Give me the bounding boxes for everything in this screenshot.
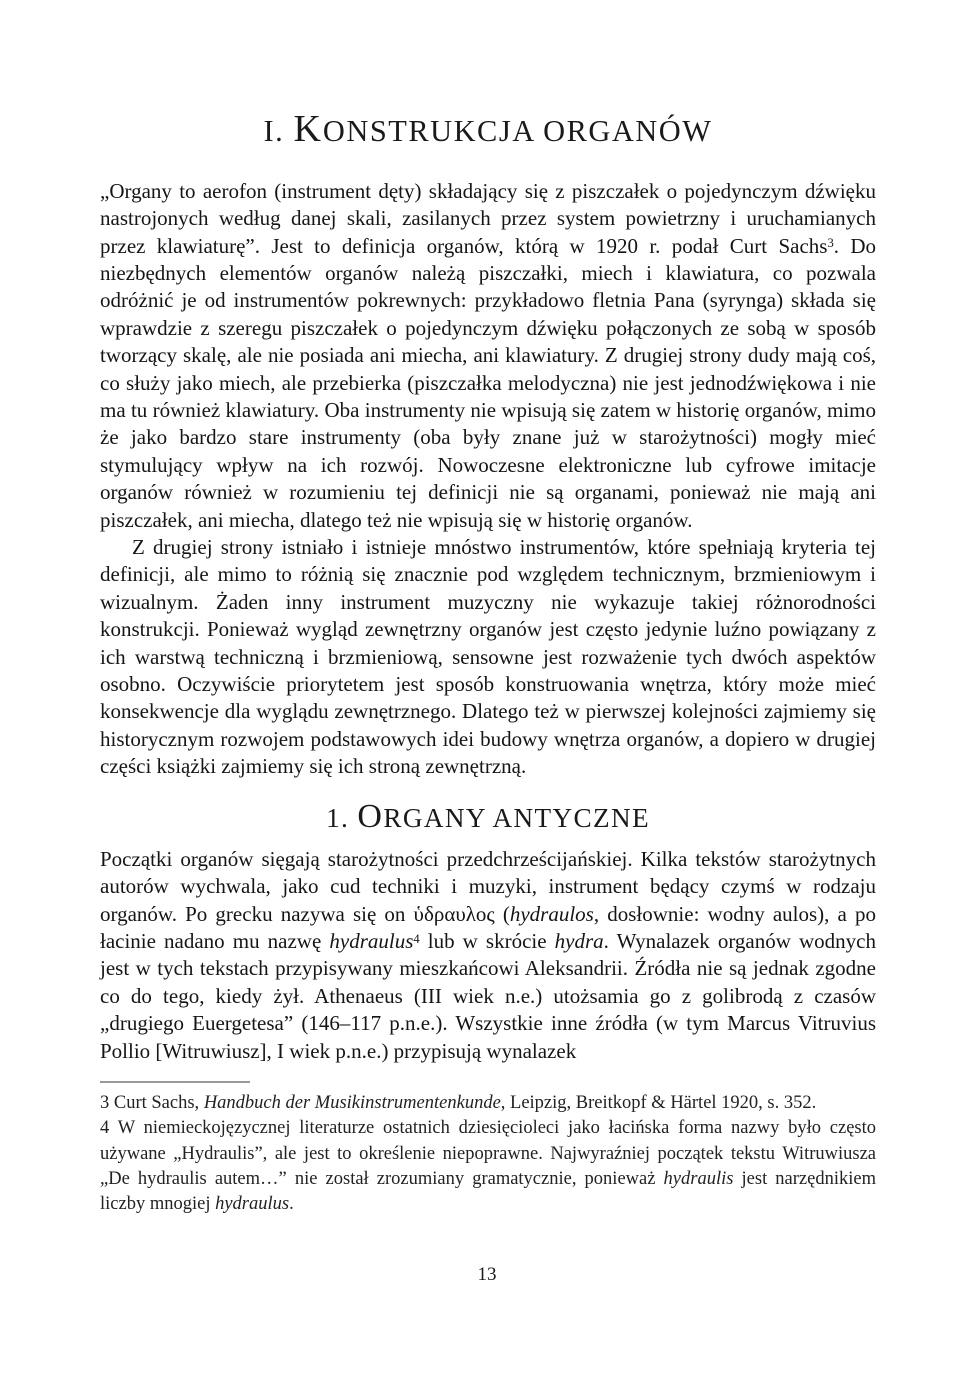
footnotes <box>100 1091 876 1217</box>
footnote-3: 3 Curt Sachs, Handbuch der Musikinstrumentenkunde, Leipzig, Breitkopf & Härtel 1920, s. 352. <box>100 1092 817 1113</box>
chapter-title: I. KONSTRUKCJA ORGANÓW <box>263 108 713 150</box>
section-title: 1. ORGANY ANTYCZNE <box>326 797 650 835</box>
text-block <box>100 0 876 1217</box>
page-number: 13 <box>477 1264 497 1285</box>
paragraph-ancient-organs: Początki organów sięgają starożytności przedchrześcijańskiej. Kilka tekstów starożytnych autorów wychwala, jako cud techniki i muzyki, instrument będący czymś w rodzaju organów. Po grecku nazywa się on ὑδραυλος (hydraulos, dosłownie: wodny aulos), a po łacinie nadano mu nazwę hydraulus$^4$ lub w skrócie hydra. Wynalazek organów wodnych jest w tych tekstach przypisywany mieszkańcowi Aleksandrii. Źródła nie są jednak zgodne co do tego, kiedy żył. Athenaeus (III wiek n.e.) utożsamia go z golibrodą z czasów „drugiego Euergetesa” (146–117 p.n.e.). Wszystkie inne źródła (w tym Marcus Vitruvius Pollio [Witruwiusz], I wiek p.n.e.) przypisują wynalazek <box>100 846 876 1063</box>
footnote-4: 4 W niemieckojęzycznej literaturze ostatnich dziesięcioleci jako łacińska forma nazwy było często używane „Hydraulis”, ale jest to określenie niepoprawne. Najwyraźniej początek tekstu Witruwiusza „De hydraulis autem…” nie został zrozumiany gramatycznie, ponieważ hydraulis jest narzędnikiem liczby mnogiej hydraulus. <box>100 1118 876 1215</box>
footnote-separator <box>100 1081 250 1083</box>
paragraph-organ-definition: „Organy to aerofon (instrument dęty) składający się z piszczałek o pojedynczym dźwięku nastrojonych według danej skali, zasilanych przez system powietrzny i uruchamianych przez klawiaturę”. Jest to definicja organów, którą w 1920 r. podał Curt Sachs$^3$. Do niezbędnych elementów organów należą piszczałki, miech i klawiatura, co pozwala odróżnić je od instrumentów pokrewnych: przykładowo fletnia Pana (syrynga) składa się wprawdzie z szeregu piszczałek o pojedynczym dźwięku połączonych ze sobą w sposób tworzący skalę, ale nie posiada ani miecha, ani klawiatury. Z drugiej strony dudy mają coś, co służy jako miech, ale przebierka (piszczałka melodyczna) nie jest jednodźwiękowa i nie ma tu również klawiatury. Oba instrumenty nie wpisują się zatem w historię organów, mimo że jako bardzo stare instrumenty (oba były znane już w starożytności) mogły mieć stymulujący wpływ na ich rozwój. Nowoczesne elektroniczne lub cyfrowe imitacje organów również w rozumieniu tej definicji nie są organami, ponieważ nie mają ani piszczałek, ani miecha, dlatego też nie wpisują się w historię organów. <box>100 178 876 532</box>
paragraph-instrument-variety: Z drugiej strony istniało i istnieje mnóstwo instrumentów, które spełniają kryteria tej definicji, ale mimo to różnią się znacznie pod względem technicznym, brzmieniowym i wizualnym. Żaden inny instrument muzyczny nie wykazuje takiej różnorodności konstrukcji. Ponieważ wygląd zewnętrzny organów jest często jedynie luźno powiązany z ich warstwą techniczną i brzmieniową, sensowne jest rozważenie tych dwóch aspektów osobno. Oczywiście priorytetem jest sposób konstruowania wnętrza, który może mieć konsekwencje dla wyglądu zewnętrznego. Dlatego też w pierwszej kolejności zajmiemy się historycznym rozwojem podstawowych idei budowy wnętrza organów, a dopiero w drugiej części książki zajmiemy się ich stroną zewnętrzną. <box>100 534 876 779</box>
